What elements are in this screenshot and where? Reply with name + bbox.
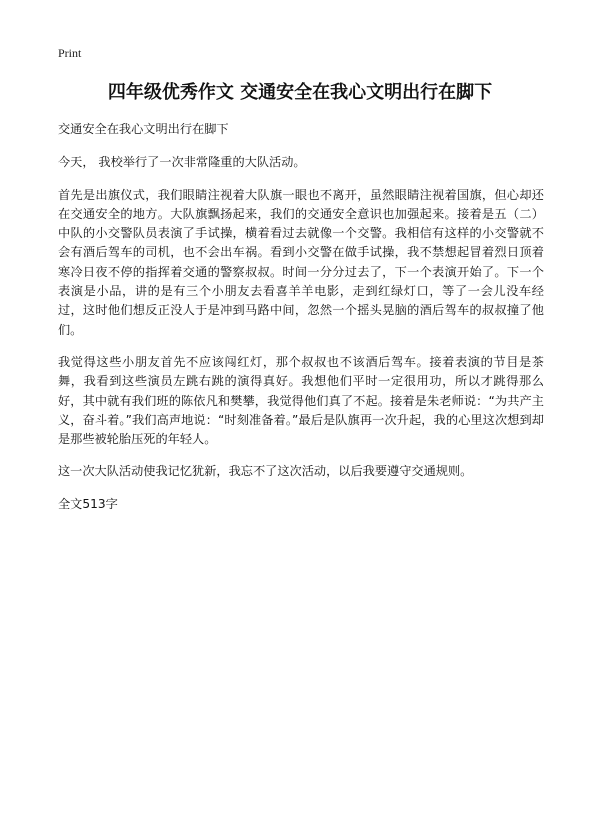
paragraph-4: 这一次大队活动使我记忆犹新，我忘不了这次活动，以后我要遵守交通规则。 (58, 464, 473, 479)
paragraph-1: 今天， 我校举行了一次非常隆重的大队活动。 (58, 155, 306, 170)
print-link[interactable]: Print (58, 46, 82, 60)
paragraph-3: 我觉得这些小朋友首先不应该闯红灯，那个叔叔也不该酒后驾车。接着表演的节目是茶舞，我看到这些演员左跳右跳的演得真好。我想他们平时一定很用功，所以才跳得那么好，其中就有我们班的陈依凡和樊攀，我觉得他们真了不起。接着是朱老师说：“为共产主义，奋斗着。”我们高声地说：“时刻准备着。”最后是队旗再一次升起，我的心里这次想到却是那些被轮胎压死的年轻人。 (58, 354, 544, 447)
article-body (58, 120, 544, 527)
article-title: 四年级优秀作文 交通安全在我心文明出行在脚下 (107, 82, 493, 103)
paragraph-2: 首先是出旗仪式，我们眼睛注视着大队旗一眼也不离开，虽然眼睛注视着国旗，但心却还在交通安全的地方。大队旗飘扬起来，我们的交通安全意识也加强起来。接着是五（二）中队的小交警队员表演了手试操，横着看过去就像一个交警。我相信有这样的小交警就不会有酒后驾车的司机，也不会出车祸。看到小交警在做手试操，我不禁想起冒着烈日顶着寒冷日夜不停的指挥着交通的警察叔叔。时间一分分过去了，下一个表演开始了。下一个表演是小品，讲的是有三个小朋友去看喜羊羊电影，走到红绿灯口，等了一会儿没车经过，这时他们想反正没人于是冲到马路中间，忽然一个摇头晃脑的酒后驾车的叔叔撞了他们。 (58, 187, 544, 337)
word-count: 全文513字 (58, 496, 118, 511)
article-subtitle: 交通安全在我心文明出行在脚下 (58, 122, 229, 136)
